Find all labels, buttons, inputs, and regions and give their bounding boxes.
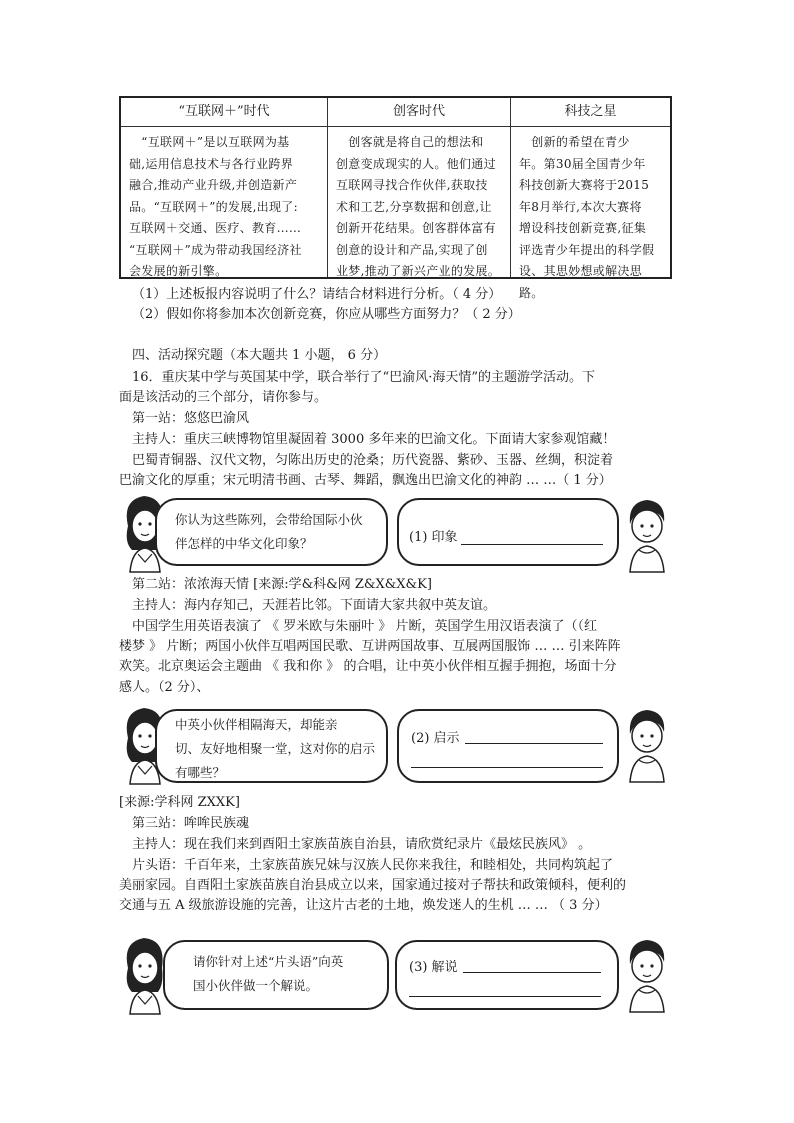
paragraph-line: 中国学生用英语表演了 《 罗米欧与朱丽叶 》 片断，英国学生用汉语表演了（（红 [132, 619, 598, 634]
bubble-text: 中英小伙伴相隔海天，却能亲 切、友好地相聚一堂，这对你的启示 有哪些？ [175, 717, 376, 780]
station-1-host: 主持人：重庆三峡博物馆里凝固着 3000 多年来的巴渝文化。下面请大家参观馆藏！ [132, 432, 616, 447]
speech-bubble-question [163, 940, 389, 1010]
paragraph-line: 面是该活动的三个部分，请你参与。 [119, 390, 328, 405]
answer-line[interactable] [465, 743, 603, 744]
station-1-title: 第一站：悠悠巴渝风 [132, 411, 250, 426]
table-column-maker [328, 98, 511, 277]
paragraph-line: 感人。（2 分）、 [119, 680, 210, 695]
station-3-host: 主持人：现在我们来到酉阳土家族苗族自治县，请欣赏纪录片《最炫民族风》 。 [132, 837, 592, 852]
bubble-text: 请你针对上述“片头语”向英 国小伙伴做一个解说。 [193, 954, 344, 993]
section-heading: 四、活动探究题（本大题共 1 小题， 6 分） [132, 348, 387, 363]
paragraph-line: 美丽家园。自酉阳土家族苗族自治县成立以来，国家通过接对子帮扶和政策倾科，便利的 [119, 878, 627, 893]
answer-line[interactable] [463, 972, 601, 973]
answer-label: (2) 启示 [411, 731, 460, 746]
source-note: [来源:学科网 ZXXK] [119, 795, 240, 810]
question-2: （2）假如你将参加本次创新竞赛，你应从哪些方面努力？（ 2 分） [132, 307, 521, 322]
paragraph-line: 欢笑。北京奥运会主题曲 《 我和你 》 的合唱，让中英小伙伴相互握手拥抱，场面十分 [119, 659, 617, 674]
table-column-tech-star [511, 98, 670, 300]
answer-line[interactable] [409, 996, 601, 997]
paragraph-line: 片头语：千百年来，土家族苗族兄妹与汉族人民你来我往，和睦相处，共同构筑起了 [132, 858, 614, 873]
table-header: “互联网＋”时代 [121, 98, 327, 127]
boy-illustration [622, 496, 672, 574]
answer-label: (3) 解说 [409, 960, 458, 975]
question-1: （1）上述板报内容说明了什么？请结合材料进行分析。（ 4 分） [132, 287, 502, 302]
speech-bubble-question [155, 709, 388, 783]
boy-illustration [622, 706, 672, 784]
table-header: 创客时代 [328, 98, 510, 127]
paragraph-line: 巴渝文化的厚重；宋元明清书画、古琴、舞蹈，飘逸出巴渝文化的神韵 … …（ 1 分） [119, 473, 612, 488]
paragraph-line: 巴蜀青铜器、汉代文物，匀陈出历史的沧桑；历代瓷器、紫砂、玉器、丝绸，积淀着 [132, 453, 614, 468]
table-column-internet [121, 98, 328, 277]
speech-bubble-answer [397, 498, 619, 566]
answer-label: (1) 印象 [409, 530, 458, 545]
speech-bubble-answer [395, 940, 619, 1010]
station-3-title: 第三站：哞哞民族魂 [132, 816, 250, 831]
answer-line[interactable] [411, 767, 603, 768]
table-cell: 创新的希望在青少 年。第30届全国青少年 科技创新大赛将于2015 年8月举行,本次大赛将 增设科技创新竞赛,征集 评选青少年提出的科学假 设、其思妙想或解决思路。 [519, 135, 655, 300]
boy-illustration [622, 936, 672, 1014]
station-2-title: 第二站：浓浓海天情 [来源:学&科&网 Z&X&X&K] [132, 577, 432, 592]
answer-line[interactable] [461, 544, 603, 545]
table-cell: “互联网＋”是以互联网为基 础,运用信息技术与各行业跨界 融合,推动产业升级,并创造新产 品。“互联网＋”的发展,出现了: 互联网＋交通、医疗、教育…… “互联网＋”成为带动我国经济社 会发展的新引擎。 [129, 135, 302, 278]
paragraph-line: 楼梦 》 片断；两国小伙伴互唱两国民歌、互讲两国故事、互展两国服饰 … … 引来阵阵 [119, 639, 621, 654]
station-2-host: 主持人：海内存知己，天涯若比邻。下面请大家共叙中英友谊。 [132, 598, 497, 613]
bubble-text: 你认为这些陈列，会带给国际小伙 伴怎样的中华文化印象？ [175, 512, 363, 551]
paragraph-line: 交通与五 A 级旅游设施的完善，让这片古老的土地，焕发迷人的生机 … … （ 3 分） [119, 898, 608, 913]
paragraph-line: 16．重庆某中学与英国某中学，联合举行了“巴渝风·海天情”的主题游学活动。下 [132, 370, 595, 385]
table-header: 科技之星 [511, 98, 670, 127]
speech-bubble-question [155, 498, 388, 566]
speech-bubble-answer [397, 709, 619, 783]
table-cell: 创客就是将自己的想法和 创意变成现实的人。他们通过 互联网寻找合作伙伴,获取技 术和工艺,分享数据和创意,让 创新开花结果。创客群体富有 创意的设计和产品,实现了创 业梦,推动了新兴产业的发展。 [336, 135, 501, 278]
